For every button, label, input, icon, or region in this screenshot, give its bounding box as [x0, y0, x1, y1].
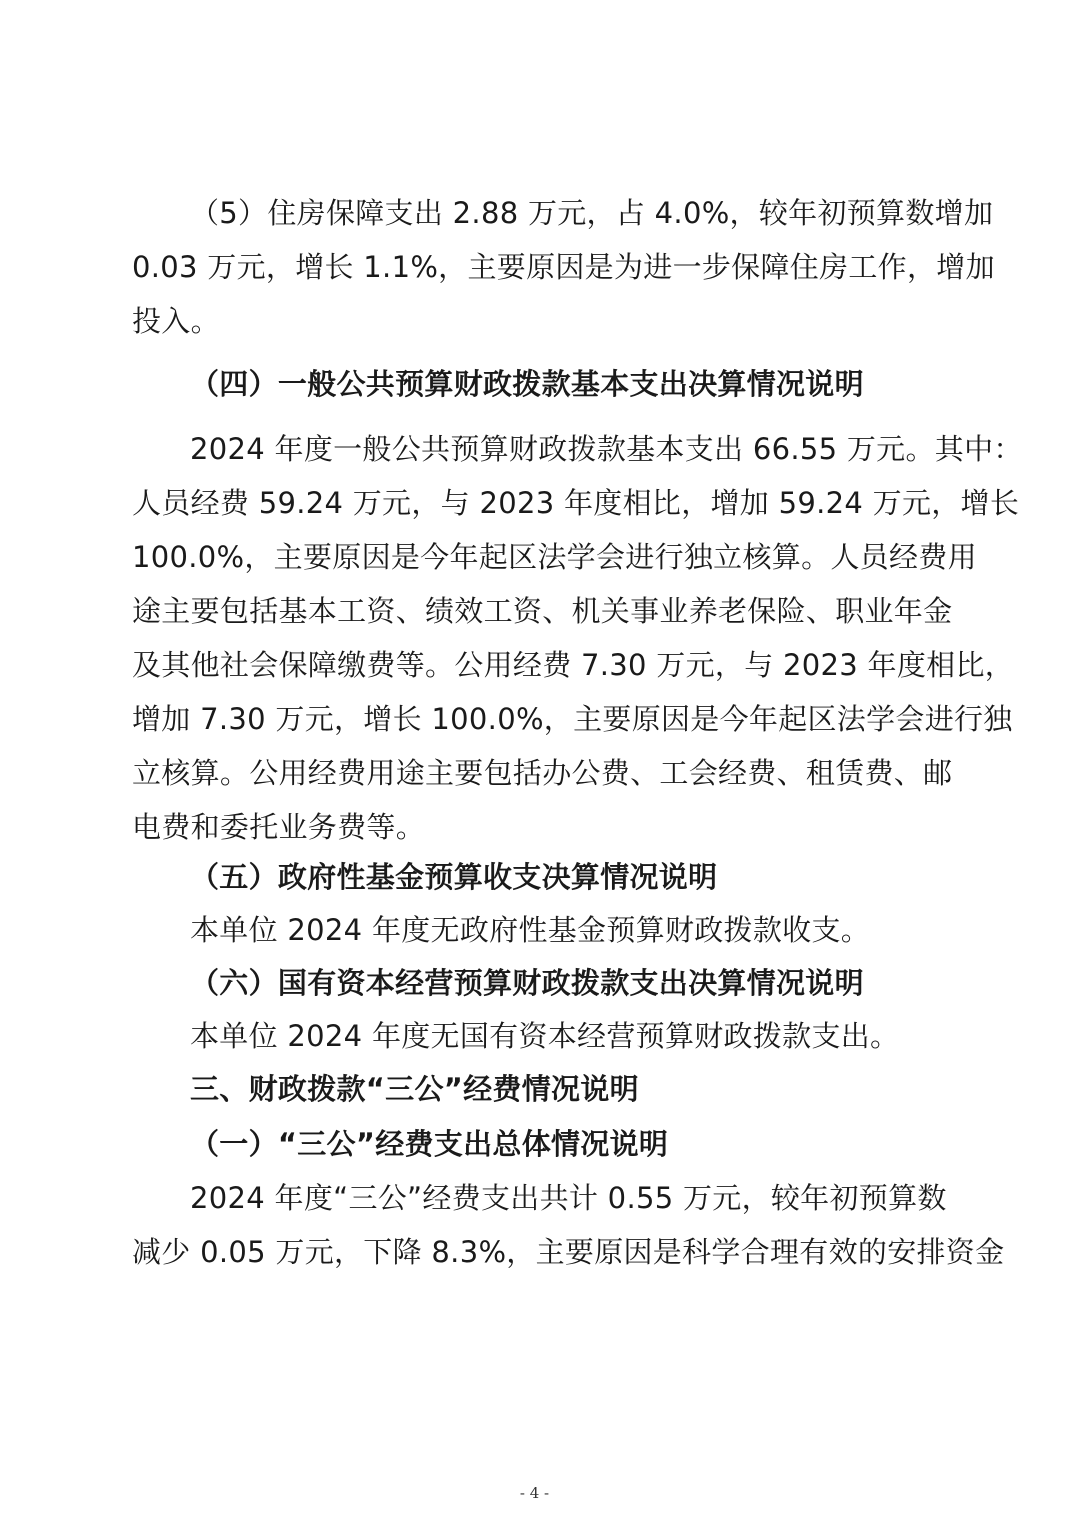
paragraph-basic-line-5: 及其他社会保障缴费等。公用经费 7.30 万元，与 2023 年度相比， [132, 648, 1015, 682]
paragraph-basic-line-8: 电费和委托业务费等。 [132, 810, 426, 844]
paragraph-three-public-line-1: 2024 年度“三公”经费支出共计 0.55 万元，较年初预算数 [190, 1181, 947, 1215]
section-title-three-public: 三、财政拨款“三公”经费情况说明 [190, 1072, 639, 1106]
paragraph-basic-line-7: 立核算。公用经费用途主要包括办公费、工会经费、租赁费、邮 [132, 756, 953, 790]
heading-three-public-overview: （一）“三公”经费支出总体情况说明 [190, 1127, 669, 1161]
paragraph-government-fund: 本单位 2024 年度无政府性基金预算财政拨款收支。 [190, 913, 871, 947]
paragraph-basic-line-6: 增加 7.30 万元，增长 100.0%，主要原因是今年起区法学会进行独 [132, 702, 1013, 736]
paragraph-basic-line-1: 2024 年度一般公共预算财政拨款基本支出 66.55 万元。其中： [190, 432, 1023, 466]
heading-state-capital: （六）国有资本经营预算财政拨款支出决算情况说明 [190, 966, 864, 1000]
paragraph-three-public-line-2: 减少 0.05 万元，下降 8.3%，主要原因是科学合理有效的安排资金 [132, 1235, 1005, 1269]
paragraph-housing-line-1: （5）住房保障支出 2.88 万元，占 4.0%，较年初预算数增加 [190, 196, 994, 230]
heading-government-fund: （五）政府性基金预算收支决算情况说明 [190, 860, 718, 894]
paragraph-housing-line-2: 0.03 万元，增长 1.1%，主要原因是为进一步保障住房工作，增加 [132, 250, 995, 284]
paragraph-basic-line-2: 人员经费 59.24 万元，与 2023 年度相比，增加 59.24 万元，增长 [132, 486, 1020, 520]
paragraph-housing-line-3: 投入。 [132, 304, 220, 338]
paragraph-state-capital: 本单位 2024 年度无国有资本经营预算财政拨款支出。 [190, 1019, 900, 1053]
heading-basic-expenditure: （四）一般公共预算财政拨款基本支出决算情况说明 [190, 367, 864, 401]
paragraph-basic-line-4: 途主要包括基本工资、绩效工资、机关事业养老保险、职业年金 [132, 594, 953, 628]
page-number: - 4 - [519, 1484, 550, 1502]
paragraph-basic-line-3: 100.0%，主要原因是今年起区法学会进行独立核算。人员经费用 [132, 540, 977, 574]
